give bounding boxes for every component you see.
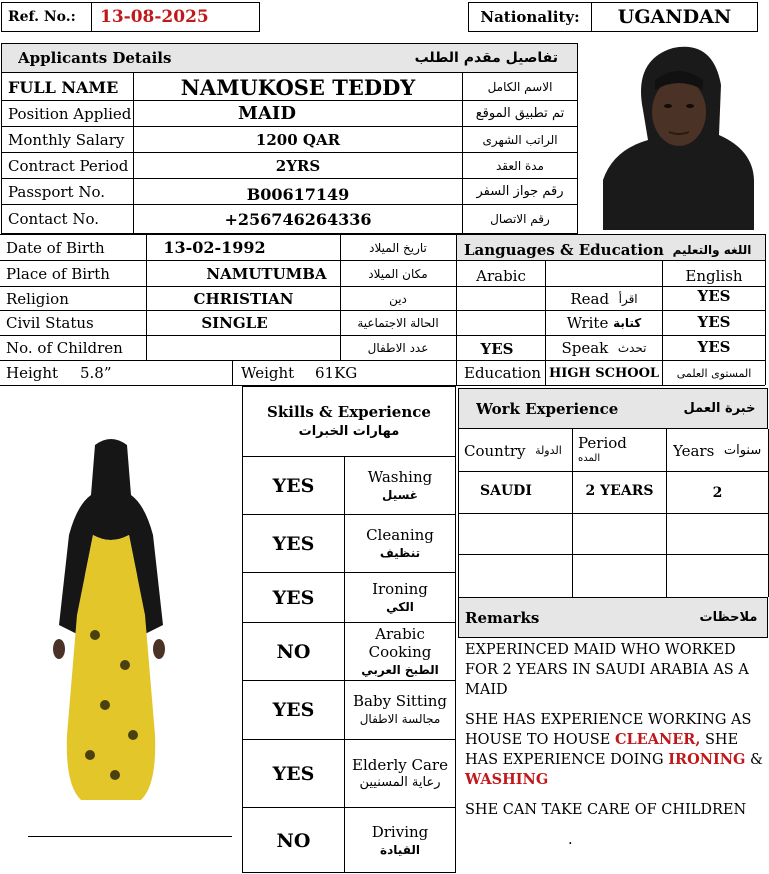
ar-civil: الحالة الاجتماعية: [357, 316, 439, 330]
label-full-name: FULL NAME: [8, 77, 119, 97]
work-col-years: Years سنوات: [673, 441, 762, 460]
languages-title: Languages & Education: [464, 241, 664, 259]
label-dob: Date of Birth: [6, 238, 105, 257]
ar-dob: تاريخ الميلاد: [369, 240, 427, 255]
nationality-label: Nationality:: [480, 8, 580, 26]
languages-title-ar: اللغه والتعليم: [672, 243, 752, 257]
ar-religion: دين: [389, 291, 407, 306]
lang-arabic-write: [457, 311, 545, 335]
value-contract: 2YRS: [275, 156, 321, 175]
lang-english-header: English: [685, 267, 743, 285]
remarks-body: [465, 640, 765, 860]
value-pob: NAMUTUMBA: [206, 264, 327, 283]
work-row-period: 2 YEARS: [585, 483, 654, 499]
lang-english-write: YES: [697, 313, 731, 331]
skills-header: [243, 387, 455, 456]
label-children: No. of Children: [6, 339, 123, 357]
skill-washing-value: YES: [272, 474, 315, 497]
work-col-country: Country الدولة: [464, 441, 562, 460]
work-row-years: 2: [712, 485, 723, 501]
label-position: Position Applied: [8, 104, 132, 123]
lang-english-read: YES: [697, 286, 731, 305]
skill-ironing-label: Ironing الكي: [372, 579, 428, 614]
remark-4: .: [568, 832, 573, 848]
skill-ironing-value: YES: [272, 586, 315, 609]
remark-2: SHE HAS EXPERIENCE WORKING AS HOUSE TO HOUSE CLEANER, SHE HAS EXPERIENCE DOING IRONING & WASHING: [465, 712, 763, 788]
portrait-photo: [603, 40, 754, 230]
skill-elderly-value: YES: [272, 762, 315, 785]
value-children: [147, 336, 340, 360]
value-weight: 61KG: [315, 364, 358, 382]
work-title: Work Experience: [476, 399, 619, 418]
skills-title: Skills & Experience: [267, 402, 431, 421]
label-weight: Weight: [241, 364, 295, 382]
education-ar: المستوى العلمى: [676, 366, 752, 380]
lang-arabic-speak: YES: [480, 340, 514, 358]
ar-contract: مدة العقد: [496, 158, 544, 173]
skill-cooking-label: Arabic Cooking الطبخ العربي: [361, 624, 439, 677]
full-body-photo: [45, 435, 175, 807]
nationality-value: UGANDAN: [617, 6, 732, 28]
remark-3: SHE CAN TAKE CARE OF CHILDREN: [465, 802, 747, 818]
lang-read-label: Read اقرأ: [570, 289, 638, 308]
applicant-title: Applicants Details: [18, 49, 172, 67]
value-dob: 13-02-1992: [163, 238, 266, 257]
education-value: HIGH SCHOOL: [548, 365, 660, 381]
skill-cooking-value: NO: [276, 640, 311, 663]
applicant-title-ar: تفاصيل مقدم الطلب: [414, 50, 558, 66]
skill-driving-value: NO: [276, 829, 311, 852]
ar-salary: الراتب الشهرى: [482, 132, 558, 147]
remarks-title: Remarks: [465, 608, 540, 627]
lang-write-label: Write كتابة: [566, 314, 642, 332]
lang-arabic-read: [457, 287, 545, 310]
skill-cleaning-label: Cleaning تنظيف: [366, 525, 434, 560]
value-religion: CHRISTIAN: [193, 289, 294, 308]
skill-washing-label: Washing غسيل: [367, 467, 433, 502]
lang-speak-label: Speak تحدث: [561, 339, 647, 357]
label-contract: Contract Period: [8, 156, 129, 175]
label-passport: Passport No.: [8, 182, 106, 201]
remark-1: EXPERINCED MAID WHO WORKED FOR 2 YEARS IN SAUDI ARABIA AS A MAID: [465, 642, 749, 698]
lang-arabic-header: Arabic: [476, 267, 526, 285]
label-religion: Religion: [6, 289, 69, 308]
ar-position: تم تطبيق الموقع: [475, 106, 565, 121]
ar-passport: رقم جواز السفر: [476, 184, 564, 199]
label-salary: Monthly Salary: [8, 130, 125, 149]
education-label: Education: [464, 364, 542, 382]
ar-full-name: الاسم الكامل: [487, 80, 553, 94]
value-contact: +256746264336: [224, 209, 372, 229]
ar-contact: رقم الاتصال: [490, 212, 550, 226]
skill-babysitting-value: YES: [272, 699, 315, 721]
remarks-title-ar: ملاحظات: [699, 610, 758, 625]
skill-cleaning-value: YES: [272, 532, 315, 555]
skill-elderly-label: Elderly Care رعاية المسنيين: [352, 755, 448, 790]
skills-title-ar: مهارات الخبرات: [298, 423, 400, 439]
value-full-name: NAMUKOSE TEDDY: [180, 74, 416, 100]
label-civil: Civil Status: [6, 314, 94, 332]
label-contact: Contact No.: [8, 210, 99, 228]
lang-english-speak: YES: [697, 338, 731, 356]
skill-driving-label: Driving القيادة: [371, 822, 429, 857]
ref-label: Ref. No.:: [8, 9, 76, 25]
value-passport: B00617149: [246, 184, 350, 204]
skill-babysitting-label: Baby Sitting مجالسة الاطفال: [353, 692, 447, 726]
value-salary: 1200 QAR: [255, 130, 341, 149]
ar-children: عدد الاطفال: [367, 341, 429, 355]
value-position: MAID: [238, 103, 296, 124]
work-col-period: Period المده: [578, 433, 627, 464]
value-height: 5.8”: [80, 364, 112, 382]
work-row-country: SAUDI: [480, 483, 532, 499]
value-civil: SINGLE: [201, 314, 268, 332]
label-height: Height: [6, 364, 59, 382]
label-pob: Place of Birth: [6, 264, 110, 283]
ref-value: 13-08-2025: [100, 7, 209, 27]
work-title-ar: خبرة العمل: [683, 401, 756, 416]
ar-pob: مكان الميلاد: [368, 266, 428, 281]
